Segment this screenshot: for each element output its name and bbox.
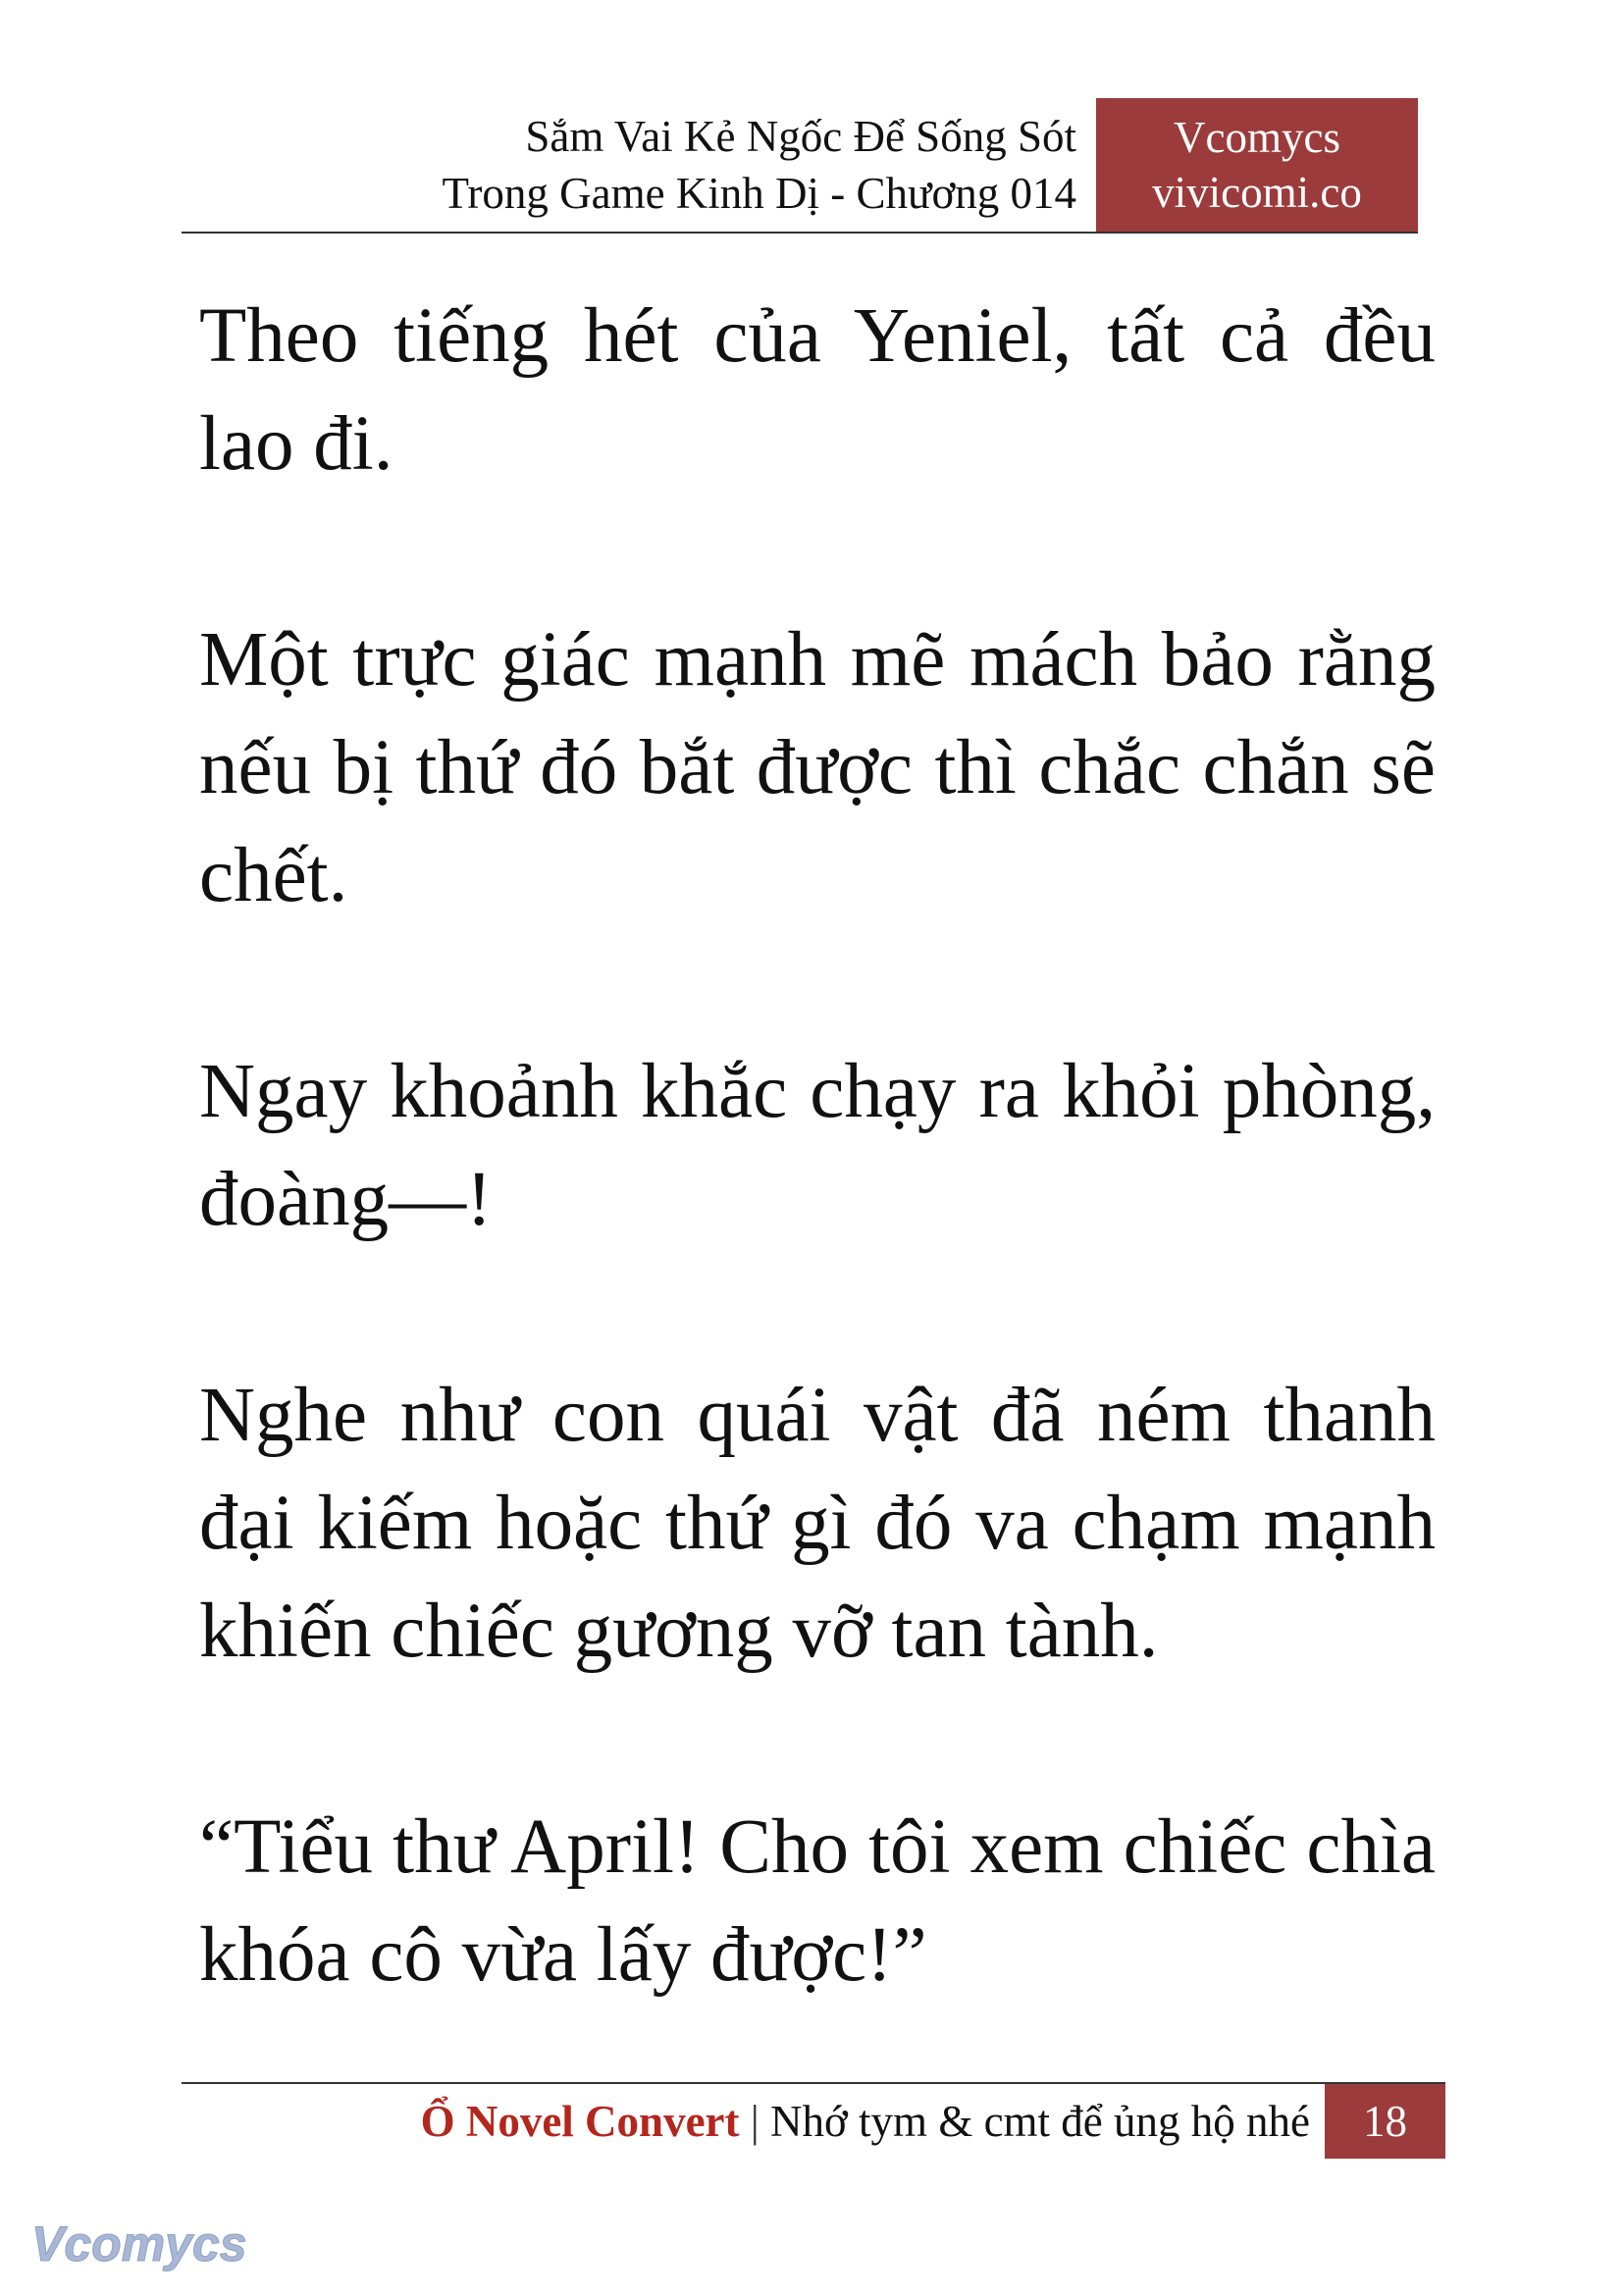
chapter-title-line2: Trong Game Kinh Dị - Chương 014 xyxy=(442,169,1076,218)
chapter-body xyxy=(199,283,1436,2117)
paragraph: Ngay khoảnh khắc chạy ra khỏi phòng, đoàng—! xyxy=(199,1049,1436,1242)
paragraph: Một trực giác mạnh mẽ mách bảo rằng nếu bị thứ đó bắt được thì chắc chắn sẽ chết. xyxy=(199,617,1436,918)
paragraph: Nghe như con quái vật đã ném thanh đại kiếm hoặc thứ gì đó va chạm mạnh khiến chiếc gương vỡ tan tành. xyxy=(199,1373,1436,1674)
page-footer xyxy=(182,2084,1445,2159)
paragraph: “Tiểu thư April! Cho tôi xem chiếc chìa khóa cô vừa lấy được!” xyxy=(199,1804,1436,1998)
footer-separator: | xyxy=(750,2097,760,2146)
footer-brand: Ổ Novel Convert xyxy=(420,2097,740,2146)
chapter-title-line1: Sắm Vai Kẻ Ngốc Để Sống Sót xyxy=(525,112,1076,161)
brand-badge xyxy=(1096,98,1418,232)
chapter-title xyxy=(182,108,1076,222)
paragraph: Theo tiếng hét của Yeniel, tất cả đều lao đi. xyxy=(199,293,1436,487)
page-number: 18 xyxy=(1325,2084,1445,2159)
watermark-text: Vcomycs xyxy=(31,2217,247,2271)
brand-website: vivicomi.co xyxy=(1152,168,1362,217)
vcomycs-watermark-logo xyxy=(27,2210,253,2280)
footer-message: Nhớ tym & cmt để ủng hộ nhé xyxy=(770,2097,1310,2146)
brand-name: Vcomycs xyxy=(1174,113,1340,162)
page-header xyxy=(182,98,1418,232)
footer-text xyxy=(182,2084,1310,2159)
header-divider xyxy=(182,232,1418,234)
